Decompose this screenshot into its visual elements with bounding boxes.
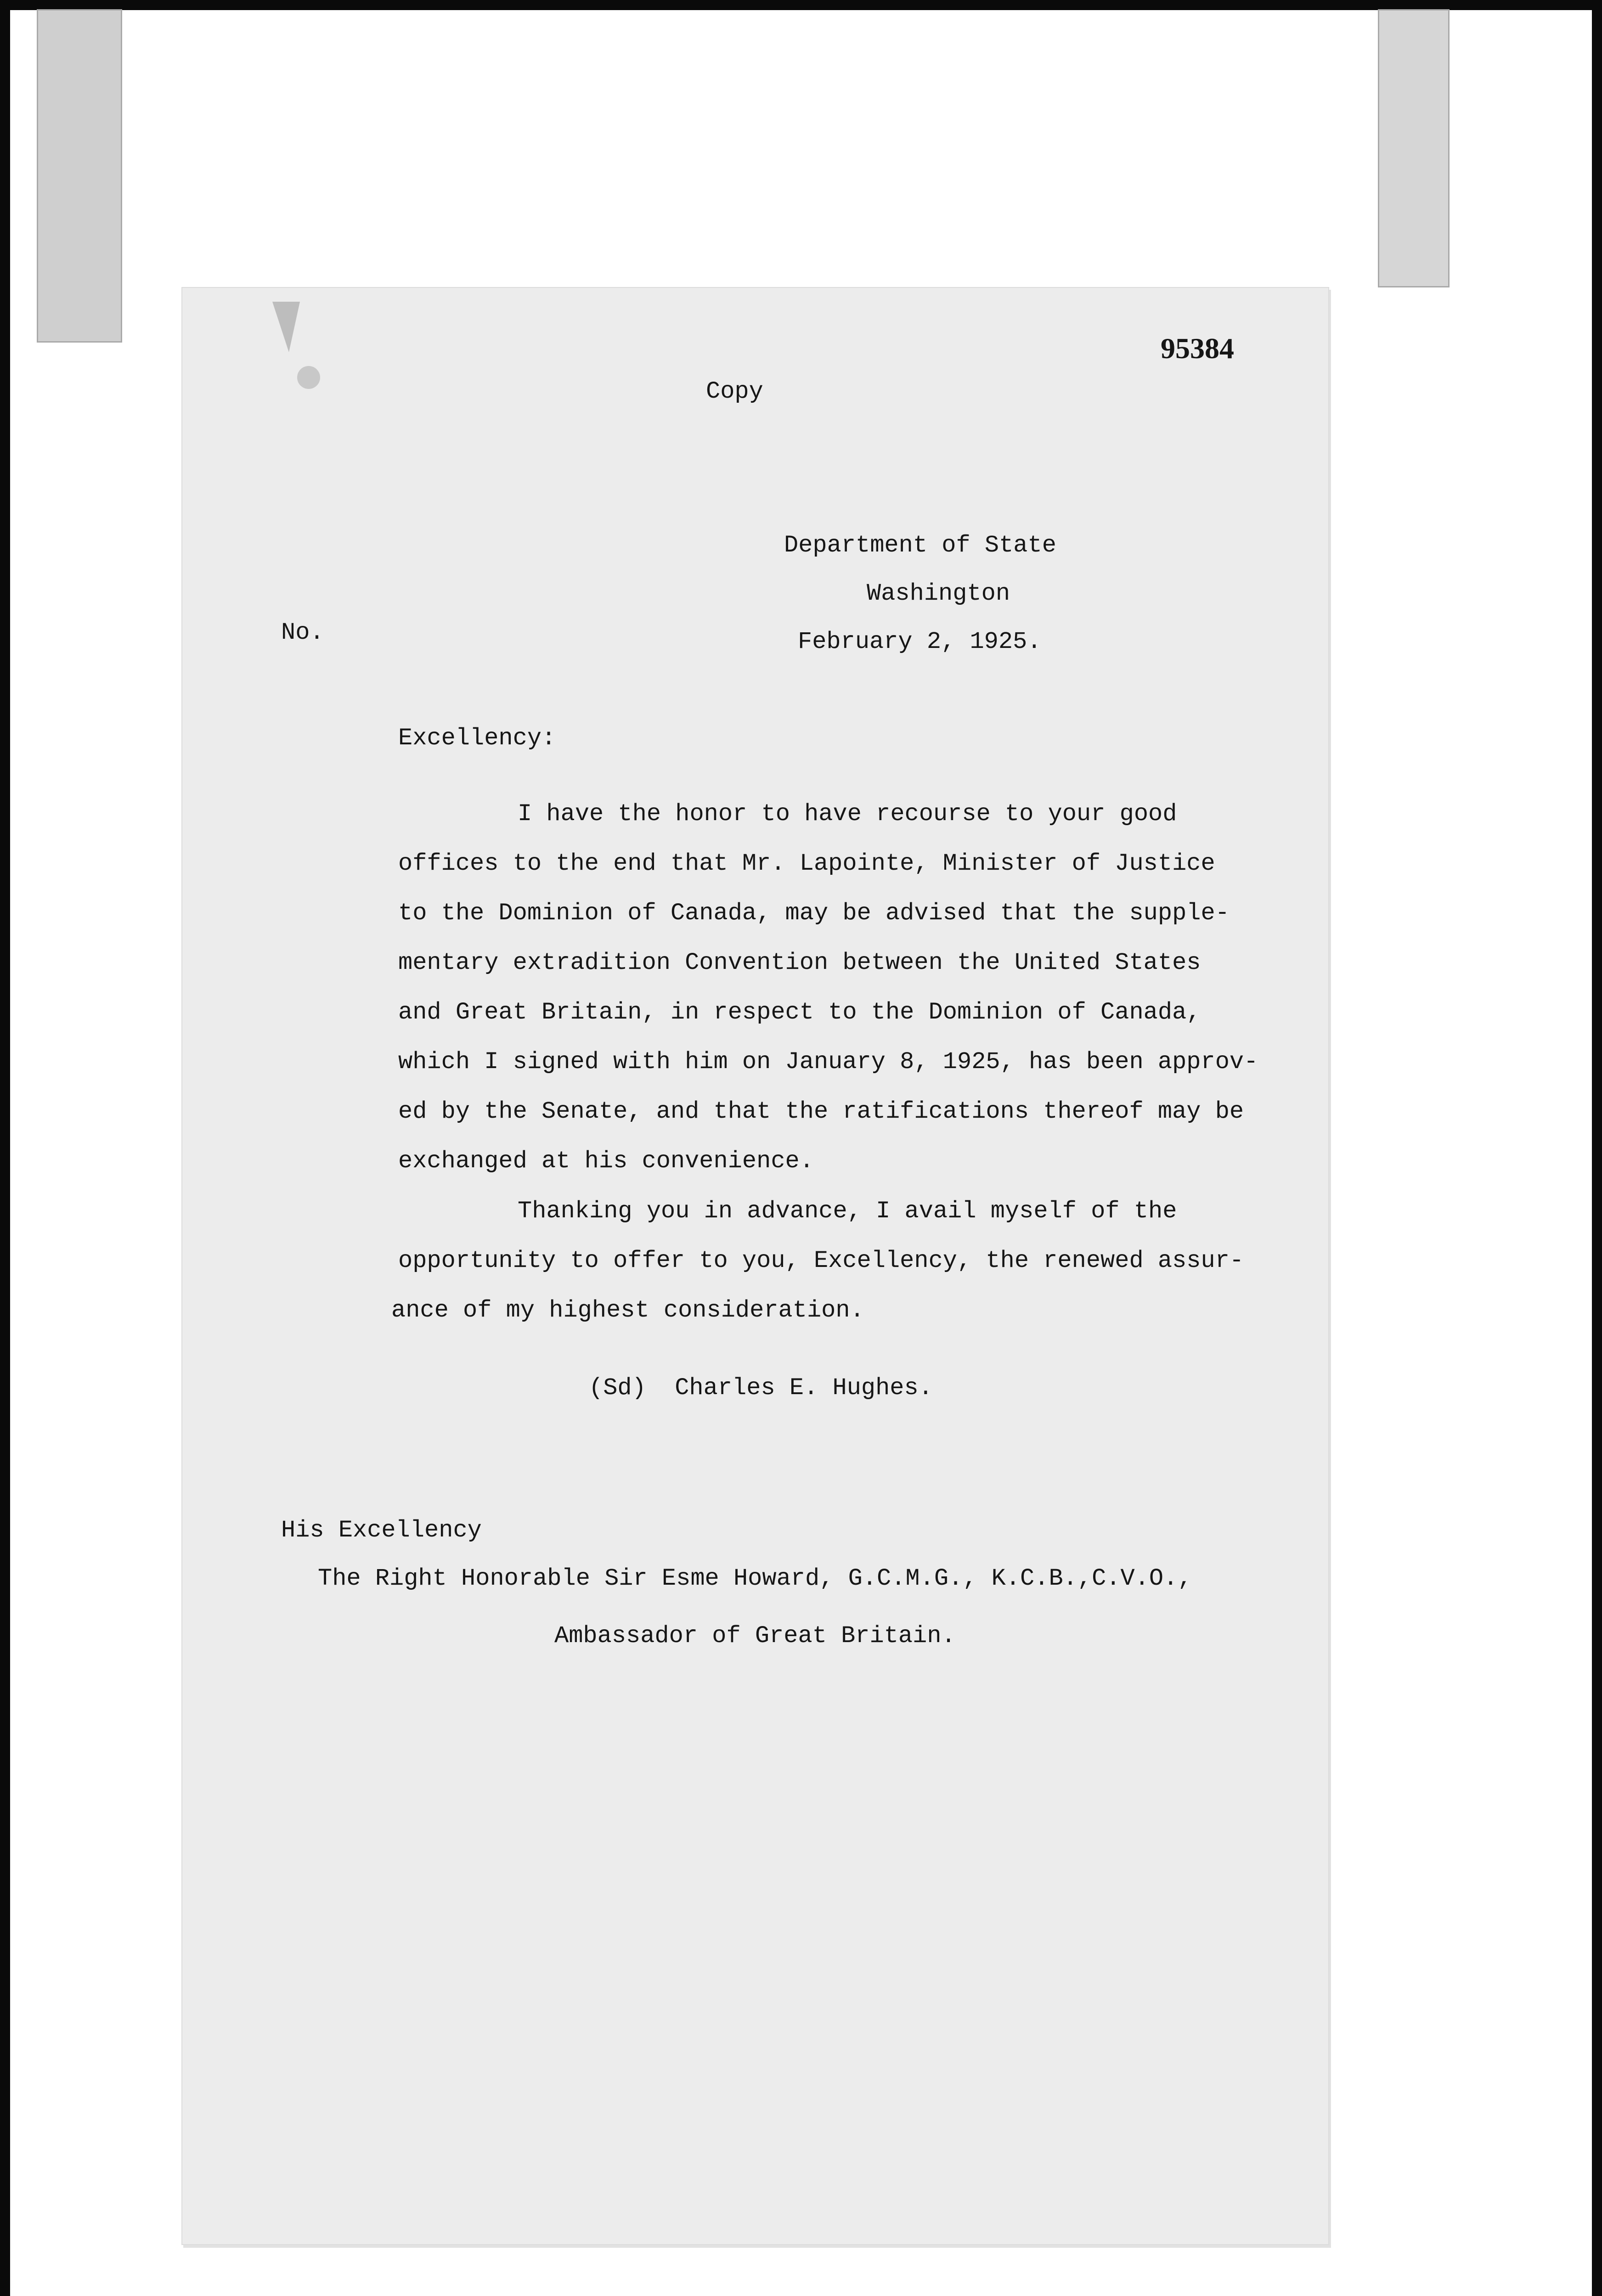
punch-hole: [297, 366, 320, 389]
number-label: No.: [281, 619, 324, 646]
body-line: I have the honor to have recourse to your good: [518, 800, 1177, 827]
body-line: to the Dominion of Canada, may be advised that the supple-: [398, 900, 1230, 927]
body-line: and Great Britain, in respect to the Dominion of Canada,: [398, 999, 1201, 1026]
body-line: offices to the end that Mr. Lapointe, Minister of Justice: [398, 850, 1215, 877]
letter-date: February 2, 1925.: [798, 628, 1042, 655]
body-line: ed by the Senate, and that the ratifications thereof may be: [398, 1098, 1244, 1125]
salutation: Excellency:: [398, 725, 556, 752]
department-heading: Department of State: [784, 532, 1056, 559]
city-heading: Washington: [867, 580, 1010, 607]
addressee-name: The Right Honorable Sir Esme Howard, G.C.M.G., K.C.B.,C.V.O.,: [318, 1565, 1192, 1592]
document-number: 95384: [1161, 332, 1234, 365]
body-line: Thanking you in advance, I avail myself of the: [518, 1198, 1177, 1225]
tape-strip-top-right: [1378, 9, 1450, 287]
signature-line: (Sd) Charles E. Hughes.: [589, 1374, 933, 1401]
tape-strip-top-left: [37, 9, 122, 343]
letter-page: [181, 287, 1329, 2245]
copy-label: Copy: [706, 378, 763, 405]
torn-corner: [272, 302, 300, 352]
body-line: which I signed with him on January 8, 1925, has been approv-: [398, 1048, 1258, 1075]
body-line: exchanged at his convenience.: [398, 1148, 814, 1175]
addressee-position: Ambassador of Great Britain.: [554, 1622, 956, 1649]
body-line: ance of my highest consideration.: [391, 1297, 864, 1324]
body-line: mentary extradition Convention between the United States: [398, 949, 1201, 976]
addressee-title: His Excellency: [281, 1517, 482, 1544]
body-line: opportunity to offer to you, Excellency, the renewed assur-: [398, 1247, 1244, 1274]
